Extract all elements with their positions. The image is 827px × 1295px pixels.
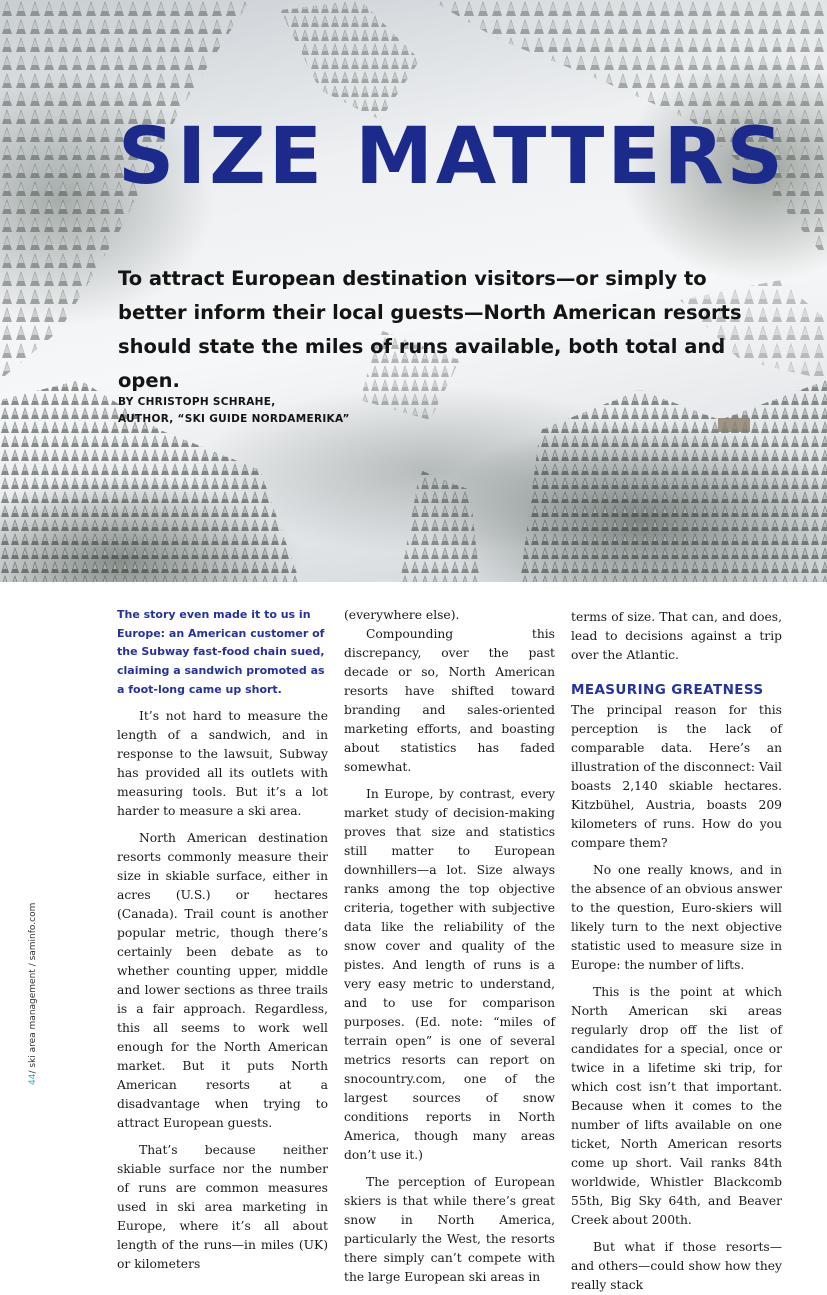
byline-author: BY CHRISTOPH SCHRAHE, [118,396,276,408]
paragraph: Compounding this discrepancy, over the past decade or so, North American resorts have shifted toward branding and sales-oriented marketing efforts, and boasting about statistics has faded somewhat. [344,627,555,774]
paragraph: The perception of European skiers is that while there’s great snow in North America, particularly the West, the resorts there simply can’t compete with the large European ski areas in [344,1175,555,1284]
paragraph: The principal reason for this perception is the lack of comparable data. Here’s an illustration of the disconnect: Vail boasts 2,140 skiable hectares. Kitzbühel, Austria, boasts 209 kilometers of runs. How do you compare them? [571,703,782,850]
byline-credit: AUTHOR, “SKI GUIDE NORDAMERIKA” [118,413,350,425]
article-deck: To attract European destination visitors—or simply to better inform their local guests—North American resorts should state the miles of runs available, both total and open. [118,267,742,392]
paragraph: It’s not hard to measure the length of a sandwich, and in response to the lawsuit, Subway has provided all its outlets with measuring tools. But it’s a lot harder to measure a ski area. [117,708,328,818]
paragraph: This is the point at which North American ski areas regularly drop off the list of candidates for a special, once or twice in a lifetime ski trip, for which cost isn’t that important. Because when it comes to the number of lifts available on one ticket, North American resorts come up short. Vail ranks 84th worldwide, Whistler Blackcomb 55th, Big Sky 64th, and Beaver Creek about 200th. [571,985,782,1227]
paragraph: That’s because neither skiable surface nor the number of runs are common measures used in ski area marketing in Europe, where it’s all about length of the runs—in miles (UK) or kilometers [117,1142,328,1271]
folio-text: / ski area management / saminfo.com [28,902,38,1074]
article-title: SIZE MATTERS [118,112,786,202]
paragraph: No one really knows, and in the absence of an obvious answer to the question, Euro-skiers will likely turn to the next objective statistic used to measure size in Europe: the number of lifts. [571,863,782,972]
paragraph: But what if those resorts—and others—could show how they really stack [571,1240,782,1292]
paragraph: In Europe, by contrast, every market study of decision-making proves that size and statistics still matter to European downhillers—a lot. Size always ranks among the top objective criteria, together with subjective data like the reliability of the snow cover and quality of the pistes. And length of runs is a very easy metric to understand, and to use for comparison purposes. (Ed. note: “miles of terrain open” is one of several metrics resorts can report on snocountry.com, one of the largest sources of snow conditions reports in North America, though many areas don’t use it.) [344,787,555,1162]
paragraph: (everywhere else). [344,608,460,622]
byline [118,394,350,428]
paragraph: North American destination resorts commonly measure their size in skiable surface, either in acres (U.S.) or hectares (Canada). Trail count is another popular metric, though there’s certainly been debate as to whether counting upper, middle and lower sections as three trails is a fair approach. Regardless, this all seems to work well enough for the North American market. But it puts North American resorts at a disadvantage when trying to attract European guests. [117,830,328,1130]
body-column-1 [117,606,328,1274]
lede-paragraph: The story even made it to us in Europe: an American customer of the Subway fast-food chain sued, claiming a sandwich promoted as a foot-long came up short. [117,608,325,696]
body-column-3 [571,608,782,1295]
body-column-2 [344,606,555,1287]
section-subhead: MEASURING GREATNESS [571,682,764,698]
hero-photo [0,0,827,582]
paragraph: terms of size. That can, and does, lead to decisions against a trip over the Atlantic. [571,610,782,662]
page-number: 44 [28,1073,38,1085]
page-folio [28,903,38,1085]
